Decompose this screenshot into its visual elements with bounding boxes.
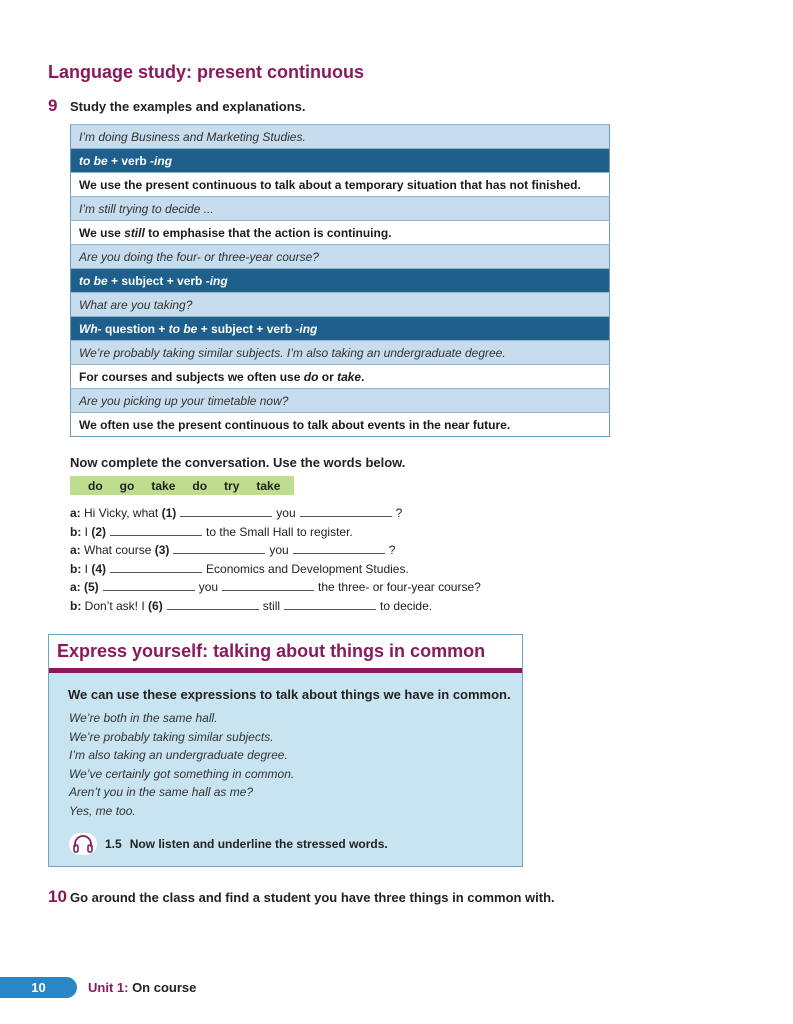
example-cell [71,341,610,365]
dialogue-text: you [276,506,296,520]
speaker-label: b: [70,598,82,613]
footer-unit [88,980,196,995]
cell-text-part: We use [79,225,125,240]
cell-text-part: to be [79,273,108,288]
examples-row [71,293,610,317]
cell-text-part: question + [101,321,169,336]
answer-blank[interactable] [167,599,259,610]
gap-number: (1) [161,506,177,520]
speaker-label: b: [70,561,82,576]
dialogue-text: Economics and Development Studies. [206,561,409,576]
dialogue-line [70,597,481,616]
exercise-number-10: 10 [48,887,67,906]
listen-row [69,833,388,855]
dialogue-text: to decide. [380,598,433,613]
dialogue-text: the three- or four-year course? [318,580,481,595]
answer-blank[interactable] [103,580,195,591]
headphones-icon[interactable] [69,833,97,855]
examples-row [71,269,610,293]
example-text: We’re probably taking similar subjects. I’m also taking an undergraduate degree. [79,345,506,360]
cell-text-part: We use the present continuous to talk about a temporary situation that has not finished. [79,177,581,192]
express-header [49,635,522,673]
examples-row [71,245,610,269]
exercise-number-9: 9 [48,96,58,115]
section-title: Language study: present continuous [48,62,365,82]
gap-number: (2) [91,524,107,539]
expression-item: We’ve certainly got something in common. [69,766,295,781]
examples-row [71,389,610,413]
explanation-cell [71,365,610,389]
example-cell [71,293,610,317]
expression-item: Aren’t you in the same hall as me? [69,785,254,800]
explanation-cell [71,221,610,245]
speaker-label: a: [70,580,81,595]
cell-text-part: Wh- [79,321,102,336]
examples-row [71,341,610,365]
answer-blank[interactable] [110,525,202,536]
cell-text-part: still [124,225,145,240]
exercise-10-instruction: Go around the class and find a student you have three things in common with. [70,890,555,905]
listen-instruction: Now listen and underline the stressed words. [129,837,388,851]
rule-cell [71,149,610,173]
dialogue-text: What course [80,543,155,558]
expression-item: We’re probably taking similar subjects. [69,729,274,744]
track-number: 1.5 [105,837,122,851]
example-cell [71,389,610,413]
dialogue-line [70,541,481,560]
unit-title: On course [128,980,197,995]
word-option: take [256,478,281,493]
answer-blank[interactable] [293,543,385,554]
examples-row [71,173,610,197]
expression-list [69,709,294,821]
dialogue-line [70,560,481,579]
example-cell [71,197,610,221]
examples-row [71,365,610,389]
word-box [70,476,294,495]
answer-blank[interactable] [110,562,202,573]
explanation-cell [71,173,610,197]
word-option: take [151,478,176,493]
cell-text-part: We often use the present continuous to talk about events in the near future. [79,417,511,432]
answer-blank[interactable] [222,580,314,591]
expression-item: I’m also taking an undergraduate degree. [69,748,288,763]
cell-text-part: . [361,369,365,384]
example-text: I’m still trying to decide ... [79,201,214,216]
word-option: do [192,478,208,493]
page-number: 10 [31,980,46,995]
cell-text-part: to be [168,321,198,336]
word-option: try [224,478,240,493]
example-text: Are you picking up your timetable now? [79,393,289,408]
gap-number: (5) [84,580,99,595]
dialogue-text: to the Small Hall to register. [206,524,353,539]
dialogue-text: Don’t ask! I [81,598,149,613]
answer-blank[interactable] [180,506,272,517]
examples-row [71,221,610,245]
examples-row [71,125,610,149]
speaker-label: a: [70,506,81,520]
dialogue-text: you [269,543,289,558]
cell-text-part: + subject + verb [107,273,206,288]
answer-blank[interactable] [300,506,392,517]
example-cell [71,125,610,149]
express-title: Express yourself: talking about things in common [57,641,486,661]
dialogue-text: ? [395,506,403,520]
unit-label: Unit 1: [88,980,129,995]
express-intro: We can use these expressions to talk about things we have in common. [68,687,511,702]
examples-row [71,317,610,341]
dialogue-text: I [81,561,92,576]
expression-item: We’re both in the same hall. [69,711,218,725]
complete-instruction: Now complete the conversation. Use the words below. [70,455,406,470]
speaker-label: b: [70,524,82,539]
gap-number: (6) [148,598,163,613]
cell-text-part: to emphasise that the action is continuing. [144,225,392,240]
exercise-9-instruction: Study the examples and explanations. [70,99,306,114]
word-option: do [88,478,103,493]
example-text: What are you taking? [79,297,193,312]
cell-text-part: -ing [205,273,228,288]
conversation [70,504,481,616]
gap-number: (4) [91,561,107,576]
dialogue-line [70,523,481,542]
word-option: go [119,478,135,493]
page-number-tab [0,977,77,998]
answer-blank[interactable] [173,543,265,554]
speaker-label: a: [70,543,81,558]
rule-cell [71,269,610,293]
explanation-cell [71,413,610,437]
dialogue-text: Hi Vicky, what [80,506,162,520]
dialogue-text: ? [388,543,396,558]
cell-text-part: do [303,369,319,384]
examples-row [71,413,610,437]
cell-text-part: -ing [150,153,173,168]
dialogue-text: you [198,580,219,595]
cell-text-part: take [337,369,362,384]
cell-text-part: + verb [107,153,151,168]
dialogue-line [70,504,481,523]
dialogue-line [70,578,481,597]
examples-row [71,197,610,221]
dialogue-text: I [81,524,92,539]
cell-text-part: + subject + verb [197,321,296,336]
example-text: I’m doing Business and Marketing Studies. [79,129,306,144]
answer-blank[interactable] [284,599,376,610]
cell-text-part: or [318,369,338,384]
rule-cell [71,317,610,341]
express-yourself-box [48,634,523,867]
gap-number: (3) [154,543,170,558]
examples-row [71,149,610,173]
cell-text-part: For courses and subjects we often use [79,369,304,384]
dialogue-text: still [262,598,281,613]
example-text: Are you doing the four- or three-year course? [79,249,319,264]
example-cell [71,245,610,269]
examples-table [70,124,610,437]
expression-item: Yes, me too. [69,803,136,818]
cell-text-part: to be [79,153,108,168]
cell-text-part: -ing [295,321,318,336]
